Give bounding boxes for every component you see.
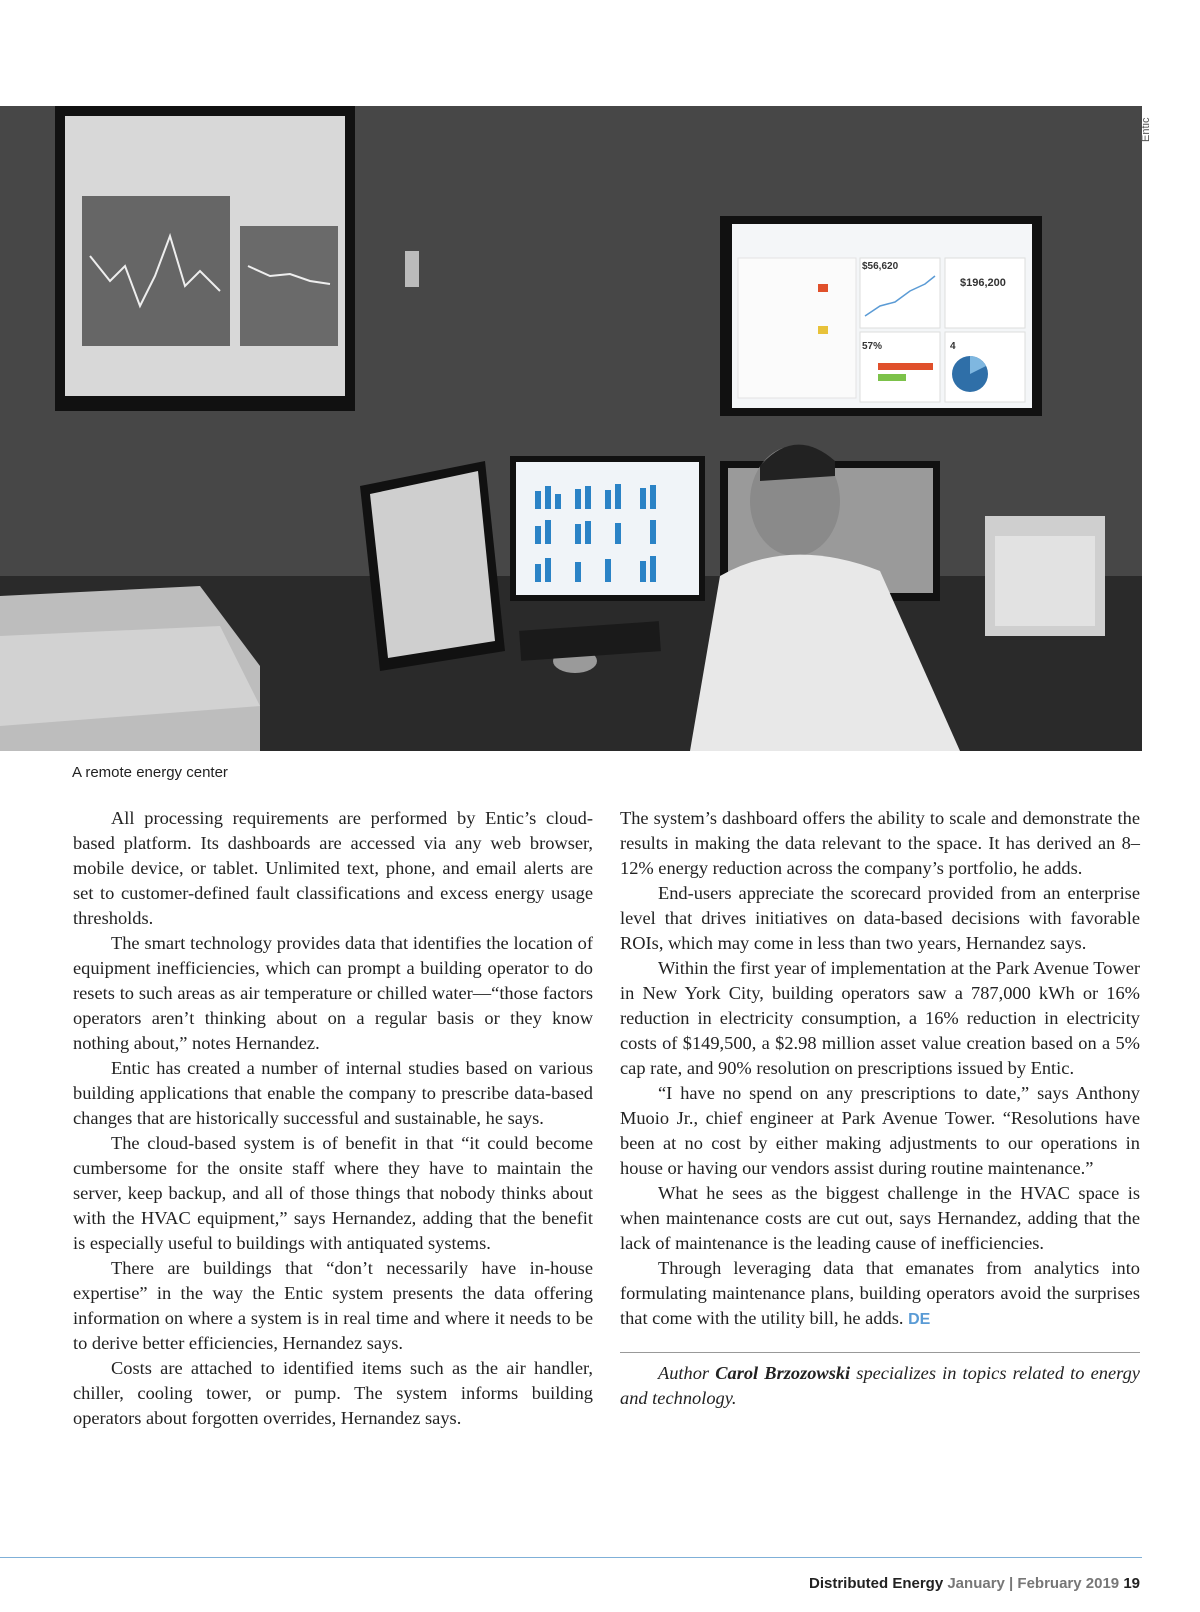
body-paragraph: “I have no spend on any prescriptions to date,” says Anthony Muoio Jr., chief engineer at Park Avenue Tower. “Resolutions have been at no cost by either making adjustments to our operations in house or having our vendors assist during routine maintenance.” xyxy=(620,1083,1140,1178)
photo-caption: A remote energy center xyxy=(72,764,228,781)
final-paragraph xyxy=(620,1256,1140,1332)
page-footer xyxy=(809,1575,1140,1592)
body-paragraph: The cloud-based system is of benefit in that “it could become cumbersome for the onsite staff where they have to maintain the server, keep backup, and all of those things that nobody thinks about with the HVAC equipment,” says Hernandez, adding that the benefit is especially useful to buildings with antiquated systems. xyxy=(73,1133,593,1253)
author-name: Carol Brzozowski xyxy=(715,1363,851,1383)
footer-divider xyxy=(0,1557,1142,1558)
body-paragraph: All processing requirements are performed by Entic’s cloud-based platform. Its dashboards are accessed via any web browser, mobile device, or tablet. Unlimited text, phone, and email alerts are set to customer-defined fault classifications and excess energy usage thresholds. xyxy=(73,808,593,928)
desk-monitor-center xyxy=(510,456,705,601)
end-mark: DE xyxy=(908,1311,931,1328)
article-column-left xyxy=(73,806,593,1431)
body-paragraph: There are buildings that “don’t necessarily have in-house expertise” in the way the Entic system presents the data offering information on where a system is in real time and where it needs to be to derive better efficiencies, Hernandez says. xyxy=(73,1258,593,1353)
screen-percent-value: 57% xyxy=(862,341,883,352)
photo-energy-center xyxy=(0,106,1142,751)
magazine-name: Distributed Energy xyxy=(808,1575,944,1592)
bio-divider xyxy=(620,1352,1140,1353)
wall-monitor-left xyxy=(55,106,355,411)
article-column-right xyxy=(620,806,1140,1411)
body-paragraph: Costs are attached to identified items such as the air handler, chiller, cooling tower, or pump. The system informs building operators about forgotten overrides, Hernandez says. xyxy=(73,1358,593,1428)
body-paragraph: The smart technology provides data that identifies the location of equipment inefficiencies, which can prompt a building operator to do resets to such areas as air temperature or chilled water—“those factors operators aren’t thinking about on a regular basis or they know nothing about,” notes Hernandez. xyxy=(73,933,593,1053)
photo-illustration xyxy=(0,106,1142,751)
desk-monitor-left xyxy=(360,461,505,671)
body-paragraph: Entic has created a number of internal studies based on various building applications that enable the company to prescribe data-based changes that are historically successful and sustainable, he says. xyxy=(73,1058,593,1128)
wall-monitor-right xyxy=(720,216,1042,416)
body-paragraph: End-users appreciate the scorecard provided from an enterprise level that drives initiatives on data-based decisions with favorable ROIs, which may come in less than two years, Hernandez says. xyxy=(620,883,1140,953)
photo-credit: Entic xyxy=(1140,117,1152,142)
issue-date: January | February 2019 xyxy=(947,1575,1120,1592)
body-paragraph-continued: The system’s dashboard offers the ability to scale and demonstrate the results in making the data relevant to the space. It has derived an 8–12% energy reduction across the company’s portfolio, he adds. xyxy=(620,808,1140,878)
screen-count-value: 4 xyxy=(950,341,956,352)
final-paragraph-text: Through leveraging data that emanates from analytics into formulating maintenance plans, building operators avoid the surprises that come with the utility bill, he adds. xyxy=(620,1258,1140,1328)
screen-opportunity-value: $196,200 xyxy=(960,277,1006,289)
page-number: 19 xyxy=(1123,1575,1140,1592)
body-paragraph: What he sees as the biggest challenge in the HVAC space is when maintenance costs are cut out, says Hernandez, adding that the lack of maintenance is the leading cause of inefficiencies. xyxy=(620,1183,1140,1253)
body-paragraph: Within the first year of implementation at the Park Avenue Tower in New York City, building operators saw a 787,000 kWh or 16% reduction in electricity consumption, a 16% reduction in electricity costs of $149,500, a $2.98 million asset value creation based on a 5% cap rate, and 90% resolution on prescriptions issued by Entic. xyxy=(620,958,1140,1078)
screen-savings-value: $56,620 xyxy=(862,261,899,272)
author-bio xyxy=(620,1361,1140,1411)
bio-prefix: Author xyxy=(658,1363,710,1383)
bio-text: specializes in topics related to energy and technology. xyxy=(620,1363,1140,1408)
